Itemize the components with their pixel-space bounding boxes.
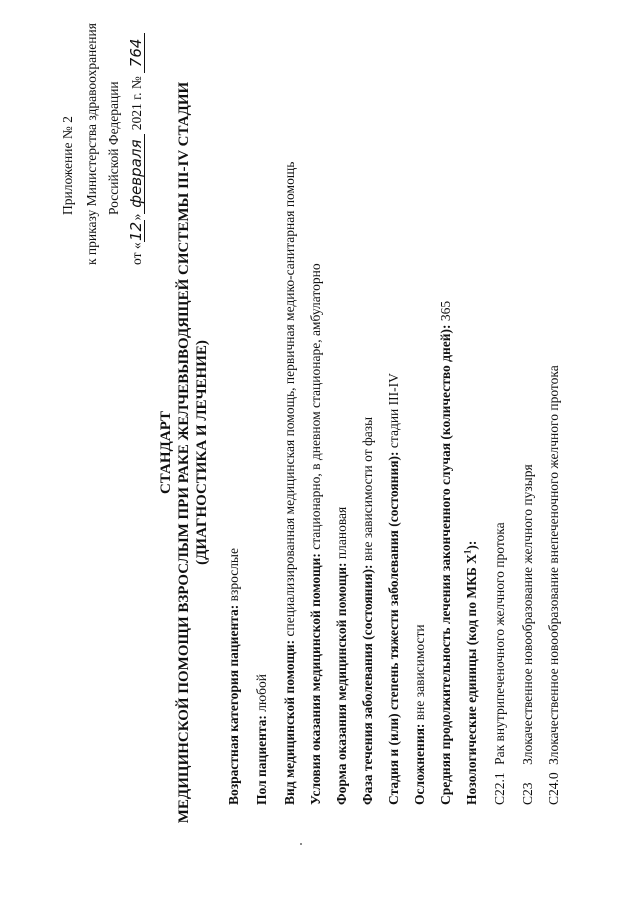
icd-name: Рак внутрипеченочного желчного протока xyxy=(492,522,507,765)
standard-subtitle: МЕДИЦИНСКОЙ ПОМОЩИ ВЗРОСЛЫМ ПРИ РАКЕ ЖЕЛЧЕВЫВОДЯЩЕЙ СИСТЕМЫ III-IV СТАДИИ xyxy=(176,81,192,824)
icd-code: C22.1 xyxy=(492,772,507,805)
field-value: 365 xyxy=(438,300,453,322)
field-value: стадии III-IV xyxy=(386,373,401,449)
date-year: 2021 г. № xyxy=(129,76,144,131)
nosology-suffix: ): xyxy=(464,540,479,550)
icd-code: C23 xyxy=(520,782,535,805)
appendix-title: Приложение № 2 xyxy=(60,116,75,215)
nosology-item xyxy=(492,522,508,805)
field-treatment-duration xyxy=(438,301,454,805)
date-month: февраля xyxy=(128,134,145,214)
nosology-item xyxy=(546,365,562,805)
field-value: вне зависимости от фазы xyxy=(360,416,375,562)
field-care-conditions xyxy=(308,263,324,805)
field-sex xyxy=(254,674,270,805)
field-value: взрослые xyxy=(226,548,241,602)
footnote-marker: 1 xyxy=(462,549,473,555)
date-mid: » xyxy=(129,213,144,221)
order-number: 764 xyxy=(128,33,145,73)
field-care-form xyxy=(334,507,350,805)
field-value: любой xyxy=(254,674,269,712)
nosology-label: Нозологические единицы (код по МКБ X xyxy=(464,554,479,805)
field-label: Фаза течения заболевания (состояния): xyxy=(360,564,375,805)
nosology-item xyxy=(520,464,536,805)
icd-name: Злокачественное новообразование внепеченочного желчного протока xyxy=(546,365,561,765)
icd-name: Злокачественное новообразование желчного пузыря xyxy=(520,464,535,765)
date-prefix: от « xyxy=(129,242,144,265)
field-disease-stage xyxy=(386,373,402,805)
field-label: Условия оказания медицинской помощи: xyxy=(308,553,323,805)
field-label: Средняя продолжительность лечения законченного случая (количество дней): xyxy=(438,324,453,805)
appendix-order-line: к приказу Министерства здравоохранения xyxy=(84,23,99,265)
field-label: Вид медицинской помощи: xyxy=(282,639,297,805)
field-label: Возрастная категория пациента: xyxy=(226,604,241,805)
field-value: плановая xyxy=(334,506,349,560)
field-value: специализированная медицинская помощь, первичная медико-санитарная помощь xyxy=(282,161,297,637)
field-label: Осложнения: xyxy=(412,723,427,805)
nosology-heading xyxy=(464,541,480,805)
field-value: вне зависимости xyxy=(412,624,427,721)
field-care-type xyxy=(282,162,298,805)
field-value: стационарно, в дневном стационаре, амбулаторно xyxy=(308,263,323,550)
field-label: Стадия и (или) степень тяжести заболевания (состояния): xyxy=(386,451,401,805)
standard-subtitle-2: (ДИАГНОСТИКА И ЛЕЧЕНИЕ) xyxy=(194,340,210,565)
field-label: Пол пациента: xyxy=(254,715,269,805)
field-age-category xyxy=(226,548,242,805)
appendix-date-line xyxy=(128,33,145,265)
appendix-federation-line: Российской Федерации xyxy=(106,81,121,215)
icd-code: C24.0 xyxy=(546,772,561,805)
field-complications xyxy=(412,624,428,805)
scan-speck xyxy=(300,843,302,845)
date-day: 12 xyxy=(127,221,145,241)
field-label: Форма оказания медицинской помощи: xyxy=(334,562,349,805)
standard-title: СТАНДАРТ xyxy=(158,410,174,495)
field-disease-phase xyxy=(360,417,376,805)
